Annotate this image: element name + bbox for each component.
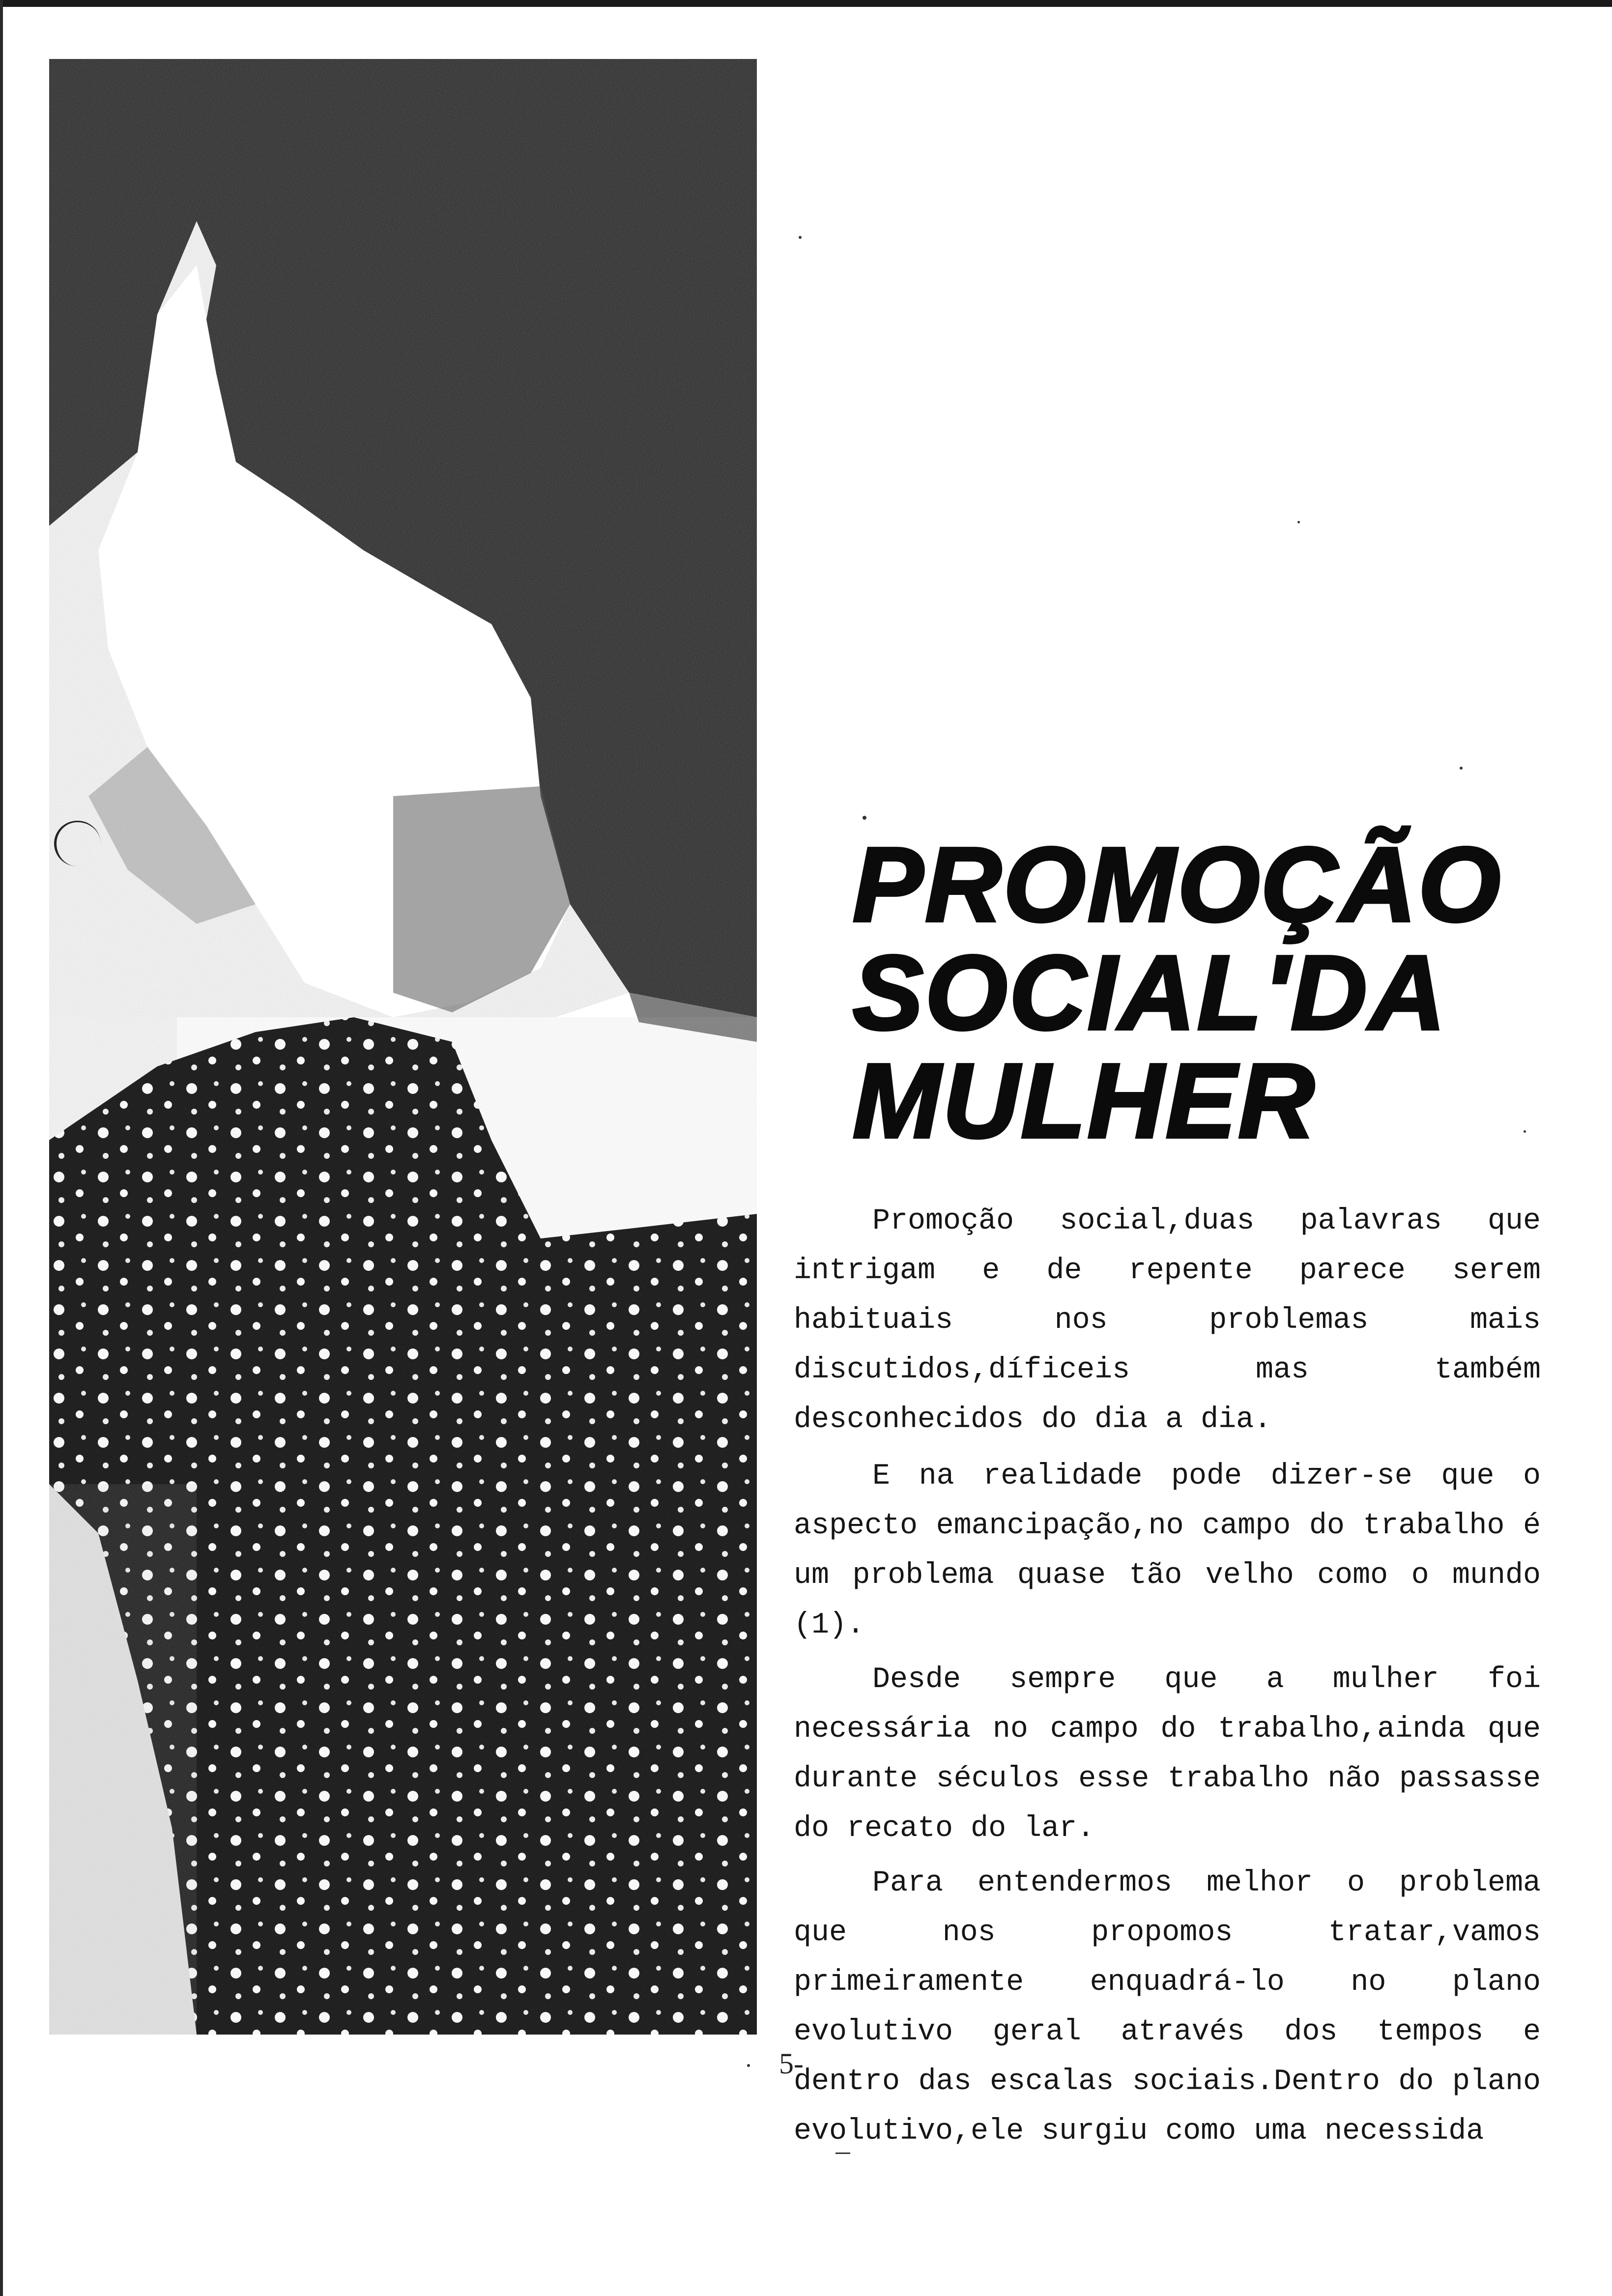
top-border-line xyxy=(0,0,1612,7)
paragraph-4: Para entendermos melhor o problema que nos propomos tratar,vamos primeiramente enquadrá-lo no plano evolutivo geral através dos tempos e dentro das escalas sociais.Dentro do plano evolutivo,ele surgiu como uma necessida xyxy=(794,1866,1541,2148)
paragraph-3: Desde sempre que a mulher foi necessária no campo do trabalho,ainda que durante séculos esse trabalho não passasse do recato do lar. xyxy=(794,1663,1541,1845)
scan-speck xyxy=(1297,521,1300,523)
paragraph-2: E na realidade pode dizer-se que o aspecto emancipação,no campo do trabalho é um problema quase tão velho como o mundo (1). xyxy=(794,1460,1541,1642)
scan-speck xyxy=(747,2064,750,2067)
scan-speck xyxy=(799,236,802,239)
article-headline xyxy=(853,825,1541,1160)
scan-speck xyxy=(835,2152,850,2154)
headline-line-2: SOCIAL'DA xyxy=(853,933,1447,1052)
left-border-line xyxy=(0,0,3,2296)
scan-speck xyxy=(1460,767,1463,770)
page-number: 5- xyxy=(779,2047,804,2080)
portrait-photo xyxy=(49,59,757,2035)
scan-speck xyxy=(863,816,866,820)
scan-speck xyxy=(1524,1130,1526,1133)
headline-line-1: PROMOÇÃO xyxy=(853,825,1502,944)
headline-line-3: MULHER xyxy=(853,1041,1317,1160)
article-body xyxy=(794,1197,1541,2161)
binding-hole-mark xyxy=(54,821,101,866)
paragraph-1: Promoção social,duas palavras que intrigam e de repente parece serem habituais nos problemas mais discutidos,díficeis mas também desconhecidos do dia a dia. xyxy=(794,1205,1541,1436)
